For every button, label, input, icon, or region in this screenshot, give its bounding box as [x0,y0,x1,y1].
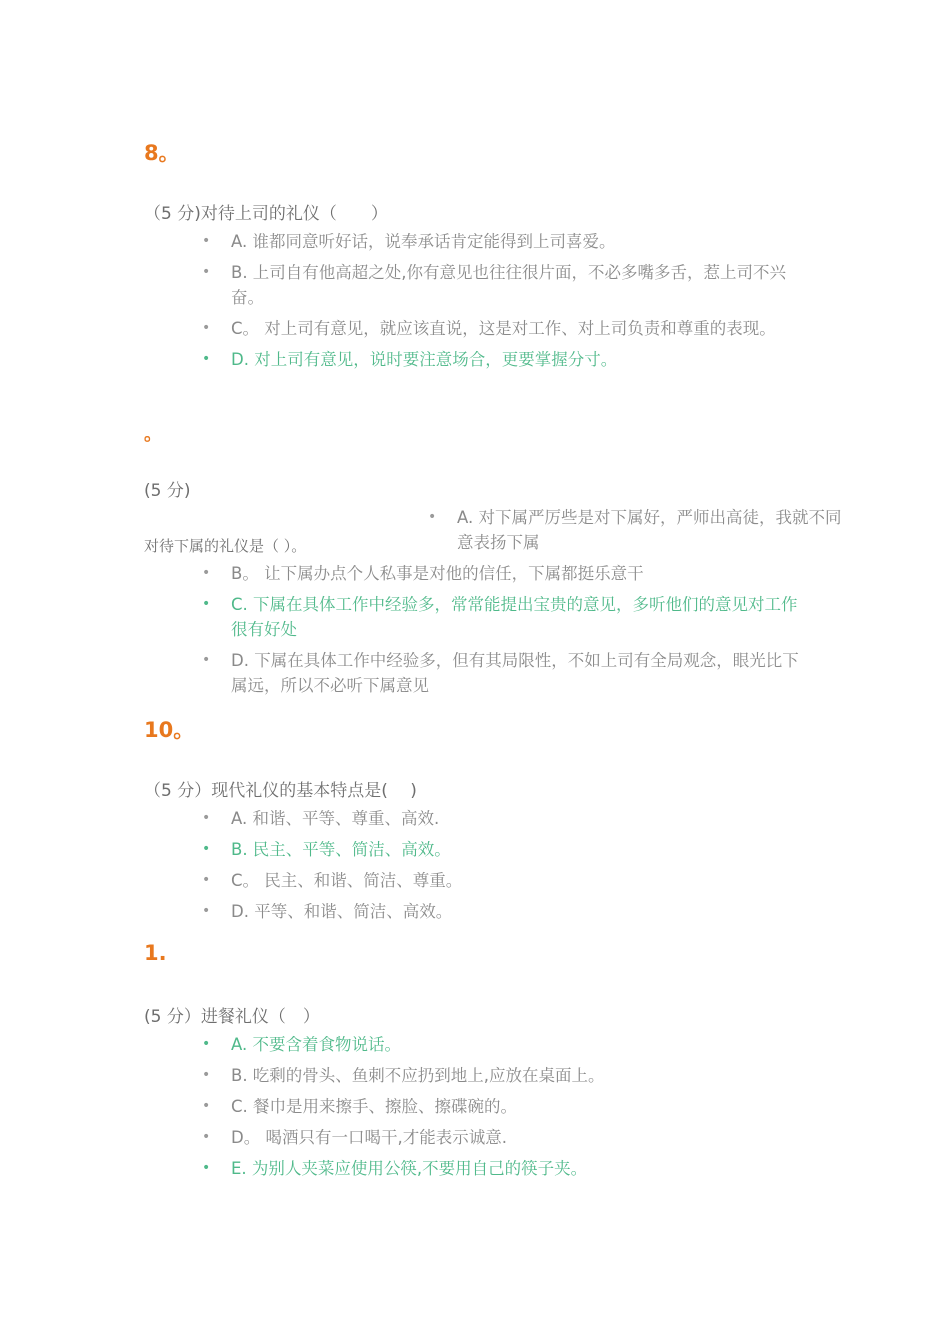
option-c: • C. 餐巾是用来擦手、擦脸、擦碟碗的。 [200,1094,810,1119]
question-prompt: （5 分)对待上司的礼仪（ ） [144,204,388,224]
option-b: • B。 让下属办点个人私事是对他的信任，下属都挺乐意干 [200,561,810,586]
bullet-dot-icon: • [202,596,211,612]
question-prompt: 对待下属的礼仪是（ ）。 [144,537,307,555]
bullet-dot-icon: • [202,1067,211,1083]
bullet-dot-icon: • [202,233,211,249]
option-a: • A. 对下属严厉些是对下属好，严师出高徒，我就不同意表扬下属 [426,505,847,555]
question-score: (5 分) [144,481,191,501]
bullet-dot-icon: • [202,1098,211,1114]
bullet-dot-icon: • [202,264,211,280]
option-c: • C。 对上司有意见，就应该直说，这是对工作、对上司负责和尊重的表现。 [200,316,810,341]
bullet-dot-icon: • [202,810,211,826]
question-number: 10。 [144,718,195,742]
option-d: • D. 下属在具体工作中经验多，但有其局限性，不如上司有全局观念，眼光比下属远，所以不必听下属意见 [200,648,810,698]
bullet-dot-icon: • [428,509,437,525]
option-list [200,806,810,930]
option-a: • A. 和谐、平等、尊重、高效. [200,806,810,831]
bullet-dot-icon: • [202,1036,211,1052]
question-number: 8。 [144,141,180,165]
option-a-correct: • A. 不要含着食物说话。 [200,1032,810,1057]
option-b-correct: • B. 民主、平等、简洁、高效。 [200,837,810,862]
bullet-dot-icon: • [202,1129,211,1145]
bullet-dot-icon: • [202,872,211,888]
option-d: • D. 平等、和谐、简洁、高效。 [200,899,810,924]
bullet-dot-icon: • [202,1160,211,1176]
option-e-correct: • E. 为别人夹菜应使用公筷,不要用自己的筷子夹。 [200,1156,810,1181]
bullet-dot-icon: • [202,351,211,367]
option-c-correct: • C. 下属在具体工作中经验多，常常能提出宝贵的意见，多听他们的意见对工作很有好处 [200,592,810,642]
question-number: 1. [144,941,167,965]
bullet-dot-icon: • [202,565,211,581]
question-prompt: (5 分）进餐礼仪（ ） [144,1007,320,1027]
option-list [200,229,810,378]
question-prompt: （5 分）现代礼仪的基本特点是( ) [144,781,417,801]
bullet-dot-icon: • [202,652,211,668]
option-b: • B. 上司自有他高超之处,你有意见也往往很片面，不必多嘴多舌，惹上司不兴奋。 [200,260,810,310]
option-d-correct: • D. 对上司有意见，说时要注意场合，更要掌握分寸。 [200,347,810,372]
option-list [200,1032,810,1187]
bullet-dot-icon: • [202,320,211,336]
bullet-dot-icon: • [202,841,211,857]
option-b: • B. 吃剩的骨头、鱼刺不应扔到地上,应放在桌面上。 [200,1063,810,1088]
option-c: • C。 民主、和谐、简洁、尊重。 [200,868,810,893]
option-a: • A. 谁都同意听好话，说奉承话肯定能得到上司喜爱。 [200,229,810,254]
bullet-dot-icon: • [202,903,211,919]
question-number: 。 [144,424,162,445]
option-d: • D。 喝酒只有一口喝干,才能表示诚意. [200,1125,810,1150]
option-list [200,561,810,704]
